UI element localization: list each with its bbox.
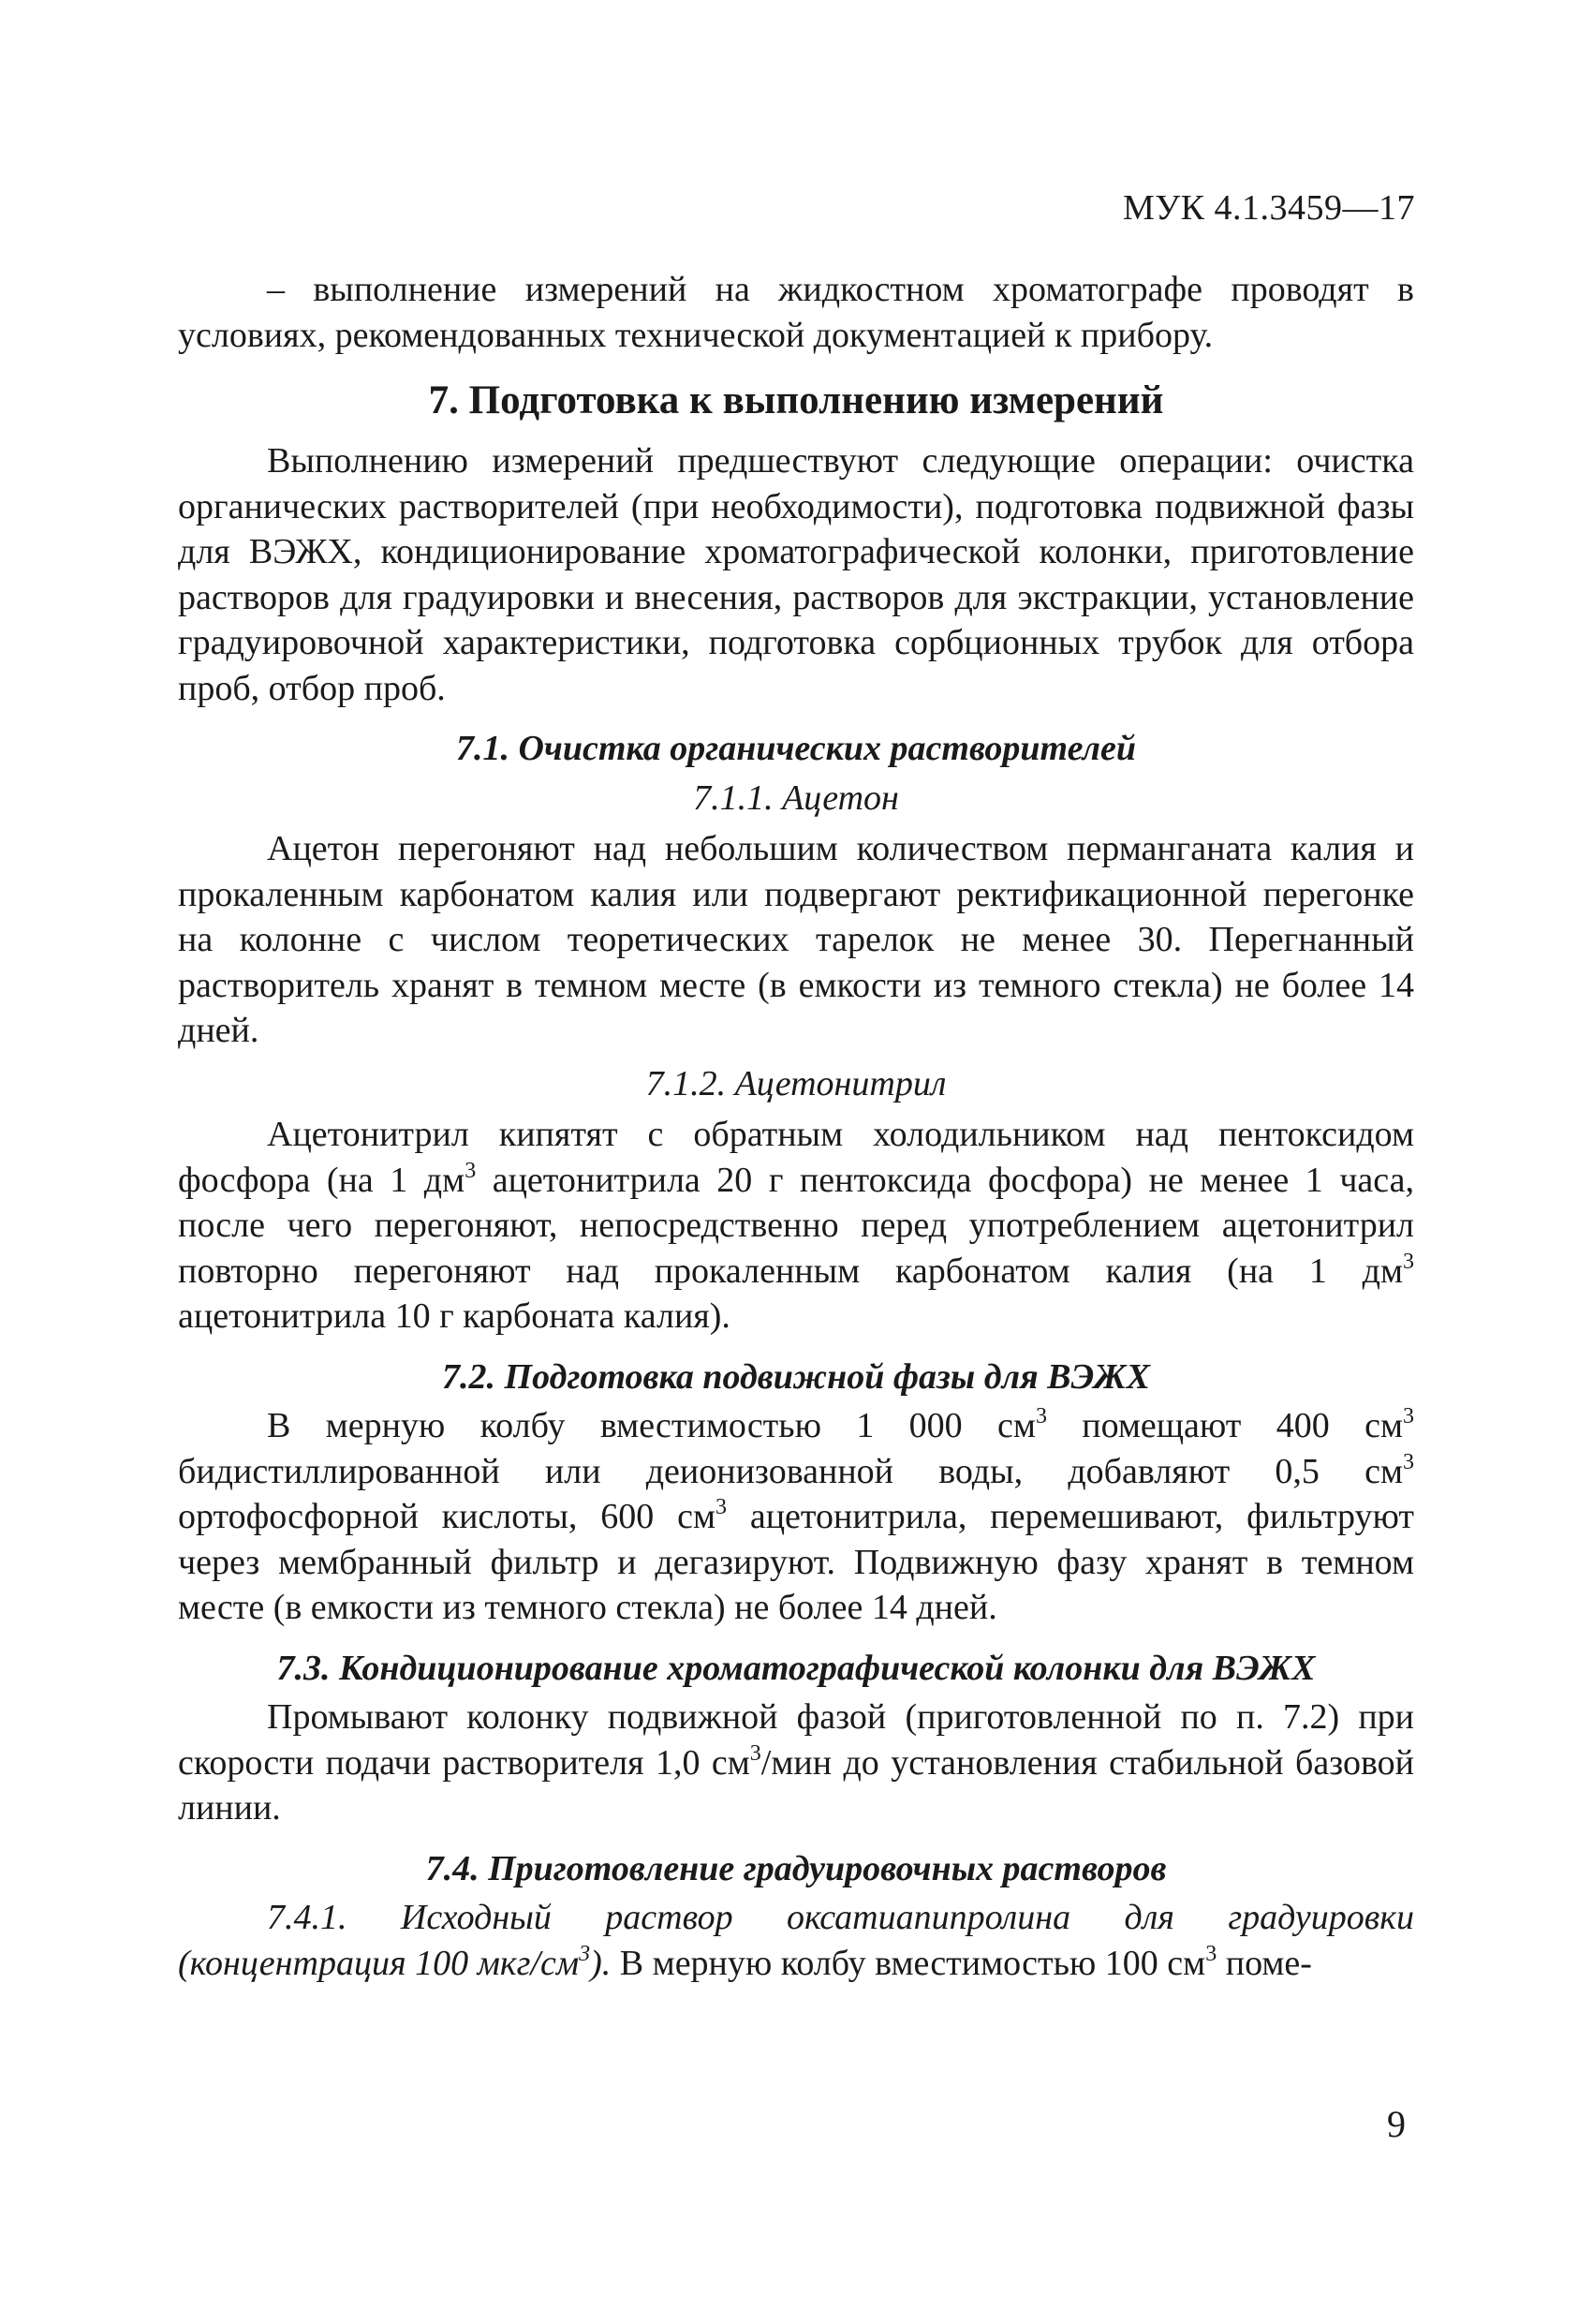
text-run: /мин до установления стабильной базовой линии.: [178, 1742, 1414, 1828]
superscript: 3: [1205, 1941, 1217, 1966]
text-run: ацетонитрила 10 г карбоната калия).: [178, 1296, 730, 1336]
text-run: В мерную колбу вместимостью 100 см: [611, 1943, 1206, 1983]
superscript: 3: [465, 1158, 477, 1183]
text-run: помещают 400 см: [1046, 1406, 1403, 1445]
section-7-2-heading: 7.2. Подготовка подвижной фазы для ВЭЖХ: [442, 1356, 1150, 1397]
text-run: ацетонитрила, перемешивают, фильтруют через мембранный фильтр и дегазируют. Подвижную фазу хранят в темном месте (в емкости из темного стекла) не более 14 дней.: [178, 1497, 1414, 1627]
section-7-1-2-paragraph: [178, 1112, 1414, 1340]
section-7-heading: 7. Подготовка к выполнению измерений: [428, 378, 1164, 422]
page-number: 9: [1387, 2103, 1406, 2145]
text-run: ацетонитрила 20 г пентоксида фосфора) не менее 1 часа, после чего перегоняют, непосредственно перед употреблением ацетонитрил повторно перегоняют над прокаленным карбонатом калия (на 1 дм: [178, 1160, 1414, 1291]
text-run: ).: [590, 1943, 612, 1983]
section-7-1-heading: 7.1. Очистка органических растворителей: [455, 729, 1137, 768]
superscript: 3: [749, 1740, 761, 1766]
superscript: 3: [1403, 1249, 1414, 1274]
section-7-1-2-heading: 7.1.2. Ацетонитрил: [645, 1063, 947, 1103]
section-7-4-1-paragraph: [178, 1895, 1414, 1986]
text-run: Ацетонитрил кипятят с обратным холодильником над пентоксидом фосфора (на 1 дм: [178, 1115, 1414, 1200]
section-7-3-paragraph: [178, 1695, 1414, 1831]
text-run: бидистиллированной или деионизованной воды, добавляют 0,5 см: [178, 1451, 1403, 1491]
document-code-header: МУК 4.1.3459—17: [1122, 188, 1415, 228]
section-7-4-heading: 7.4. Приготовление градуировочных растворов: [425, 1848, 1167, 1888]
superscript: 3: [579, 1941, 591, 1966]
text-run: Промывают колонку подвижной фазой (приготовленной по п. 7.2) при скорости подачи растворителя 1,0 см: [178, 1697, 1414, 1783]
section-7-3-heading: 7.3. Кондиционирование хроматографической колонки для ВЭЖХ: [276, 1648, 1316, 1688]
text-run: В мерную колбу вместимостью 1 000 см: [267, 1406, 1036, 1445]
text-run: поме-: [1217, 1943, 1312, 1983]
section-7-1-1-paragraph: Ацетон перегоняют над небольшим количеством перманганата калия и прокаленным карбонатом калия или подвергают ректификационной перегонке на колонне с числом теоретических тарелок не менее 30. Перегнанный растворитель хранят в темном месте (в емкости из темного стекла) не более 14 дней.: [178, 829, 1414, 1050]
superscript: 3: [1035, 1404, 1047, 1428]
section-7-paragraph: Выполнению измерений предшествуют следующие операции: очистка органических растворителей (при необходимости), подготовка подвижной фазы для ВЭЖХ, кондиционирование хроматографической колонки, приготовление растворов для градуировки и внесения, растворов для экстракции, установление градуировочной характеристики, подготовка сорбционных трубок для отбора проб, отбор проб.: [178, 441, 1414, 708]
text-run: ортофосфорной кислоты, 600 см: [178, 1497, 715, 1536]
superscript: 3: [1403, 1449, 1414, 1474]
section-7-2-paragraph: [178, 1403, 1414, 1631]
section-7-1-1-heading: 7.1.1. Ацетон: [693, 777, 899, 818]
superscript: 3: [1403, 1404, 1414, 1428]
text-run: 7.4.1. Исходный раствор оксатиапипролина для градуировки (концентрация 100 мкг/см: [178, 1898, 1414, 1983]
page-content: [178, 267, 1414, 1986]
intro-list-item: – выполнение измерений на жидкостном хроматографе проводят в условиях, рекомендованных технической документацией к прибору.: [178, 270, 1414, 355]
superscript: 3: [715, 1495, 727, 1519]
